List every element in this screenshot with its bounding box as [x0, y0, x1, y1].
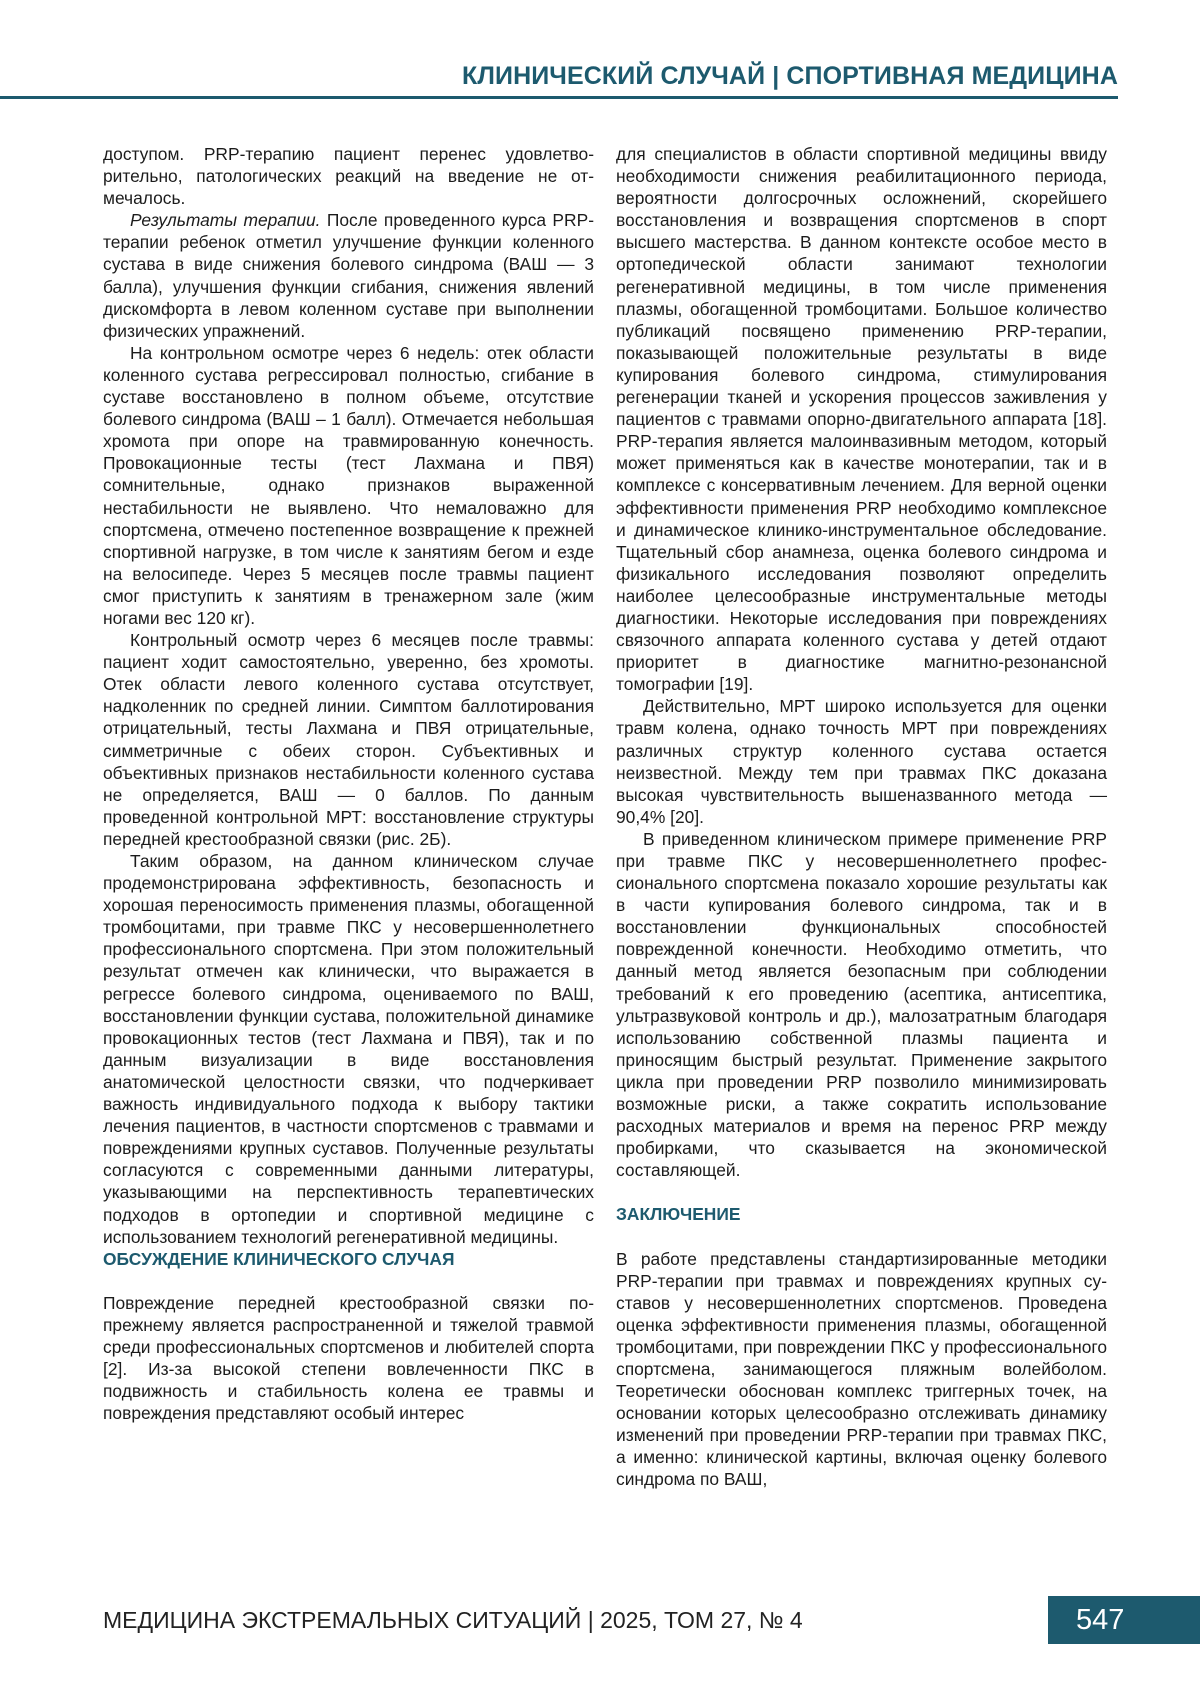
paragraph-right-3: В приведенном клиническом примере применение PRP при травме ПКС у несовершеннолетнего профессионального спортсмена показало хорошие результаты как в части купирования болевого синдрома, так и в восстановлении функциональных способностей поврежденной конечности. Необходимо отметить, что данный метод является безопасным при соблюдении требований к его проведению (асептика, антисептика, ультразвуковой контроль и др.), малозатратным благодаря использованию собственной плазмы пациента и приносящим быстрый результат. Применение закрытого цикла при проведении PRP позволило минимизировать возможные риски, а также сократить использование расходных материалов и время на перенос PRP между пробирками, что сказывается на экономической составляющей. [616, 828, 1107, 1181]
therapy-results-label: Результаты терапии. [130, 210, 321, 231]
spacer [616, 1181, 1107, 1203]
footer-journal-title: МЕДИЦИНА ЭКСТРЕМАЛЬНЫХ СИТУАЦИЙ | 2025, ТОМ 27, № 4 [103, 1607, 803, 1633]
paragraph-left-3: На контрольном осмотре через 6 недель: отек области коленного сустава регрессировал полностью, сгибание в суставе восстановлено в полном объеме, отсутствие болевого синдрома (ВАШ – 1 балл). Отмечается небольшая хромота при опоре на травмированную конечность. Провокационные тесты (тест Лахмана и ПВЯ) сомнительные, однако признаков выраженной нестабильности не выявлено. Что немаловажно для спортсмена, отмечено постепенное возвращение к прежней спортивной нагрузке, в том числе к занятиям бегом и езде на велосипеде. Через 5 месяцев после травмы пациент смог приступить к занятиям в тренажерном зале (жим ногами вес 120 кг). [103, 342, 594, 628]
paragraph-left-5: Таким образом, на данном клиническом случае продемонстрирована эффективность, безопасность и хорошая переносимость применения плазмы, обогащенной тромбоцитами, при травме ПКС у несовершеннолетнего профессионального спортсмена. При этом положительный результат отмечен как клинически, что выражается в регрессе болевого синдрома, оцениваемого по ВАШ, восстановлении функции сустава, положительной динамике провокационных тестов (тест Лахмана и ПВЯ), так и по данным визуализации в виде восстановления анатомической целостности связки, что подчеркивает важность индивидуального подхода к выбору тактики лечения пациентов, в частности спортсменов с травмами и повреждениями крупных суставов. Полученные результаты согласуются с современными данными литературы, указывающими на перспективность терапевтических подходов в ортопедии и спортивной медицине с использованием технологий регенеративной медицины. [103, 851, 594, 1247]
therapy-results-text: После проведенного курса PRP-терапии ребенок отметил улучшение функции коленного сустава в виде снижения болевого синдрома (ВАШ — 3 балла), улучшения функции сгибания, снижения явлений дискомфорта в левом коленном суставе при выполнении физических упражнений. [103, 210, 594, 341]
page-number-box [1048, 1596, 1200, 1644]
section-heading-conclusion: ЗАКЛЮЧЕНИЕ [616, 1204, 741, 1225]
paragraph-left-6: Повреждение передней крестообразной связки по-прежнему является распространенной и тяжелой травмой среди профессиональных спортсменов и любителей спорта [2]. Из-за высокой степени вовлеченности ПКС в подвижность и стабильность колена ее травмы и повреждения представляют особый интерес [103, 1292, 594, 1424]
page-number: 547 [1076, 1603, 1125, 1636]
spacer [616, 1226, 1107, 1248]
section-heading-discussion: ОБСУЖДЕНИЕ КЛИНИЧЕСКОГО СЛУЧАЯ [103, 1248, 455, 1269]
paragraph-therapy-results [103, 209, 594, 342]
paragraph-left-1: доступом. PRP-терапию пациент перенес удовлетворительно, патологических реакций на введение не отмечалось. [103, 144, 594, 209]
spacer [103, 1270, 594, 1292]
header-rule [0, 96, 1118, 99]
right-column [616, 143, 1107, 1491]
running-head: КЛИНИЧЕСКИЙ СЛУЧАЙ | СПОРТИВНАЯ МЕДИЦИНА [462, 62, 1118, 90]
left-column [103, 143, 594, 1424]
paragraph-left-4: Контрольный осмотр через 6 месяцев после травмы: пациент ходит самостоятельно, уверенно, без хромоты. Отек области левого коленного сустава отсутствует, надколенник по средней линии. Симптом баллотирования отрицательный, тесты Лахмана и ПВЯ отрицательные, симметричные с обеих сторон. Субъективных и объективных признаков нестабильности коленного сустава не определяется, ВАШ — 0 баллов. По данным проведенной контрольной МРТ: восстановление структуры передней крестообразной связки (рис. 2Б). [103, 630, 594, 849]
paragraph-right-4: В работе представлены стандартизированные методики PRP-терапии при травмах и повреждениях крупных суставов у несовершеннолетних спортсменов. Проведена оценка эффективности применения плазмы, обогащенной тромбоцитами, при повреждении ПКС у профессионального спортсмена, занимающегося пляжным волейболом. Теоретически обоснован комплекс триггерных точек, на основании которых целесообразно отслеживать динамику изменений при проведении PRP-терапии при травмах ПКС, а именно: клинической картины, включая оценку болевого синдрома по ВАШ, [616, 1248, 1107, 1490]
paragraph-right-1: для специалистов в области спортивной медицины ввиду необходимости снижения реабилитационного периода, вероятности долгосрочных осложнений, скорейшего восстановления и возвращения спортсменов в спорт высшего мастерства. В данном контексте особое место в ортопедической области занимают технологии регенеративной медицины, в том числе применения плазмы, обогащенной тромбоцитами. Большое количество публикаций посвящено применению PRP-терапии, показывающей положительные результаты в виде купирования болевого синдрома, стимулирования регенерации тканей и ускорения процессов заживления у пациентов с травмами опорно-двигательного аппарата [18]. PRP-терапия является малоинвазивным методом, который может применяться как в качестве монотерапии, так и в комплексе с консервативным лечением. Для верной оценки эффективности применения PRP необходимо комплексное и динамическое клинико-инструментальное обследование. Тщательный сбор анамнеза, оценка болевого синдрома и физикального исследования позволяют определить наиболее целесообразные инструментальные методы диагностики. Некоторые исследования при повреждениях связочного аппарата коленного сустава у детей отдают приоритет в диагностике магнитно-резонансной томографии [19]. [616, 144, 1107, 695]
paragraph-right-2: Действительно, МРТ широко используется для оценки травм колена, однако точность МРТ при повреждениях различных структур коленного сустава остается неизвестной. Между тем при травмах ПКС доказана высокая чувствительность вышеназванного метода — 90,4% [20]. [616, 696, 1107, 827]
